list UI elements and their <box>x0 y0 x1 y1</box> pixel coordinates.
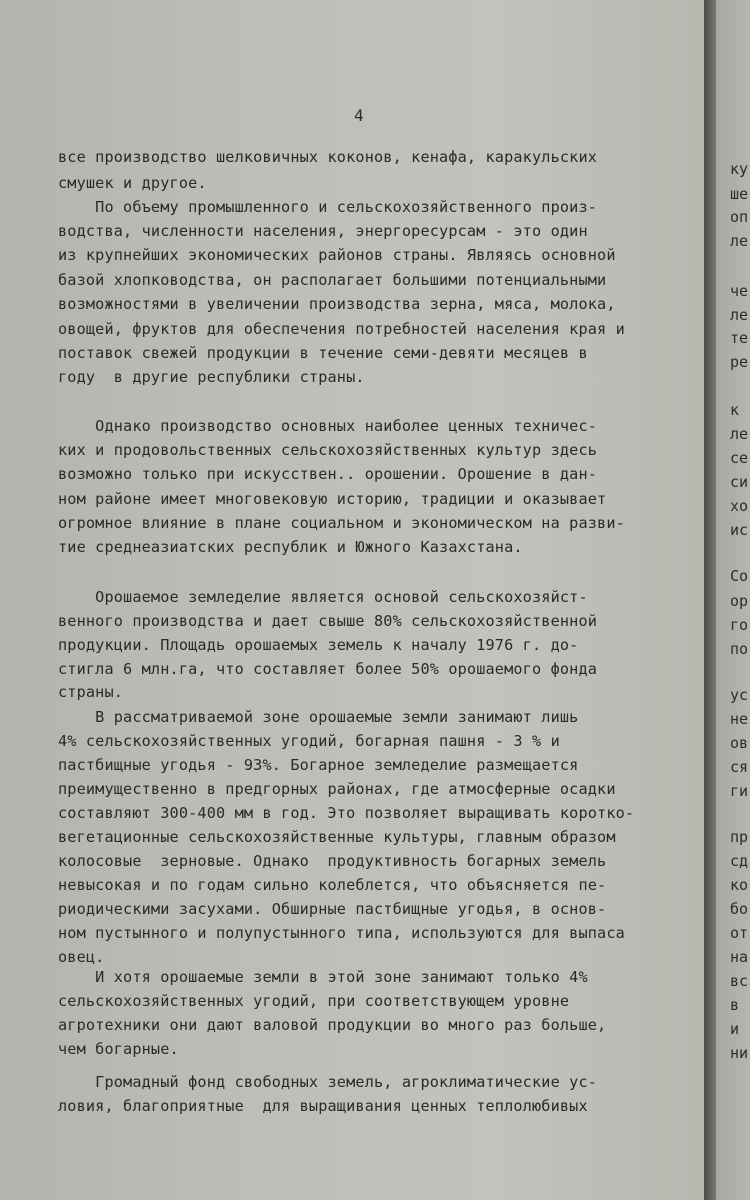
text-line: чем богарные. <box>58 1040 179 1058</box>
text-line: водства, численности населения, энергоресурсам - это один <box>58 222 588 240</box>
adjacent-page-fragment: ле <box>730 425 749 443</box>
text-line: сельскохозяйственных угодий, при соответствующем уровне <box>58 992 570 1010</box>
adjacent-page-fragment: не <box>730 710 749 728</box>
text-line: Однако производство основных наиболее ценных техничес- <box>58 417 598 435</box>
adjacent-page-fragment: в <box>730 996 740 1014</box>
text-line: 4% сельскохозяйственных угодий, богарная пашня - 3 % и <box>58 732 560 750</box>
adjacent-page-fragment: ко <box>730 876 749 894</box>
adjacent-page-fragment: ле <box>730 306 749 324</box>
adjacent-page-fragment: пр <box>730 828 749 846</box>
adjacent-page-fragment: ус <box>730 686 749 704</box>
adjacent-page-fragment: сд <box>730 852 749 870</box>
adjacent-page-fragment: ле <box>730 232 749 250</box>
text-line: венного производства и дает свыше 80% сельскохозяйственной <box>58 612 598 630</box>
adjacent-page-fragment: на <box>730 948 749 966</box>
text-line: По объему промышленного и сельскохозяйственного произ- <box>58 198 598 216</box>
text-line: возможностями в увеличении производства зерна, мяса, молока, <box>58 295 616 313</box>
adjacent-page-fragment: че <box>730 282 749 300</box>
text-line: вегетационные сельскохозяйственные культуры, главным образом <box>58 828 616 846</box>
adjacent-page-fragment: от <box>730 924 749 942</box>
book-gutter <box>704 0 716 1200</box>
text-line: В рассматриваемой зоне орошаемые земли занимают лишь <box>58 708 579 726</box>
adjacent-page-fragment: ре <box>730 353 749 371</box>
text-line: стигла 6 млн.га, что составляет более 50% орошаемого фонда <box>58 660 598 678</box>
adjacent-page-fragment: си <box>730 473 749 491</box>
adjacent-page-fragment: хо <box>730 497 749 515</box>
text-line: колосовые зерновые. Однако продуктивность богарных земель <box>58 852 607 870</box>
text-line: все производство шелковичных коконов, кенафа, каракульских <box>58 148 598 166</box>
text-line: году в другие республики страны. <box>58 368 365 386</box>
text-line: преимущественно в предгорных районах, где атмосферные осадки <box>58 780 616 798</box>
text-line: базой хлопководства, он располагает большими потенциальными <box>58 271 607 289</box>
adjacent-page-fragment: ся <box>730 758 749 776</box>
adjacent-page-fragment: ов <box>730 734 749 752</box>
text-line: смушек и другое. <box>58 174 207 192</box>
adjacent-page-edge <box>716 0 750 1200</box>
adjacent-page-fragment: ги <box>730 782 749 800</box>
text-line: пастбищные угодья - 93%. Богарное земледелие размещается <box>58 756 579 774</box>
text-line: возможно только при искусствен.. орошении. Орошение в дан- <box>58 465 598 483</box>
text-line: страны. <box>58 683 124 701</box>
text-line: огромное влияние в плане социальном и экономическом на разви- <box>58 514 625 532</box>
adjacent-page-fragment: и <box>730 1020 740 1038</box>
adjacent-page-fragment: го <box>730 616 749 634</box>
adjacent-page-fragment: се <box>730 449 749 467</box>
page-number: 4 <box>354 106 364 125</box>
text-line: ном пустынного и полупустынного типа, используются для выпаса <box>58 924 625 942</box>
text-line: риодическими засухами. Обширные пастбищные угодья, в основ- <box>58 900 607 918</box>
adjacent-page-fragment: бо <box>730 900 749 918</box>
adjacent-page-fragment: ор <box>730 592 749 610</box>
adjacent-page-fragment: к <box>730 401 740 419</box>
adjacent-page-fragment: Со <box>730 567 749 585</box>
text-line: Орошаемое земледелие является основой сельскохозяйст- <box>58 588 588 606</box>
adjacent-page-fragment: оп <box>730 208 749 226</box>
text-line: ном районе имеет многовековую историю, традиции и оказывает <box>58 490 607 508</box>
adjacent-page-fragment: ше <box>730 185 749 203</box>
adjacent-page-fragment: ни <box>730 1044 749 1062</box>
adjacent-page-fragment: ис <box>730 521 749 539</box>
text-line: ловия, благоприятные для выращивания ценных теплолюбивых <box>58 1097 588 1115</box>
text-line: поставок свежей продукции в течение семи-девяти месяцев в <box>58 344 588 362</box>
text-line: Громадный фонд свободных земель, агроклиматические ус- <box>58 1073 598 1091</box>
adjacent-page-fragment: вс <box>730 972 749 990</box>
text-line: из крупнейших экономических районов страны. Являясь основной <box>58 246 616 264</box>
adjacent-page-fragment: те <box>730 329 749 347</box>
text-line: агротехники они дают валовой продукции во много раз больше, <box>58 1016 607 1034</box>
text-line: составляют 300-400 мм в год. Это позволяет выращивать коротко- <box>58 804 635 822</box>
text-line: продукции. Площадь орошаемых земель к началу 1976 г. до- <box>58 636 579 654</box>
adjacent-page-fragment: по <box>730 640 749 658</box>
text-line: овощей, фруктов для обеспечения потребностей населения края и <box>58 320 625 338</box>
text-line: тие среднеазиатских республик и Южного Казахстана. <box>58 538 523 556</box>
text-line: овец. <box>58 948 105 966</box>
text-line: невысокая и по годам сильно колеблется, что объясняется пе- <box>58 876 607 894</box>
adjacent-page-fragment: ку <box>730 160 749 178</box>
text-line: И хотя орошаемые земли в этой зоне занимают только 4% <box>58 968 588 986</box>
text-line: ких и продовольственных сельскохозяйственных культур здесь <box>58 441 598 459</box>
